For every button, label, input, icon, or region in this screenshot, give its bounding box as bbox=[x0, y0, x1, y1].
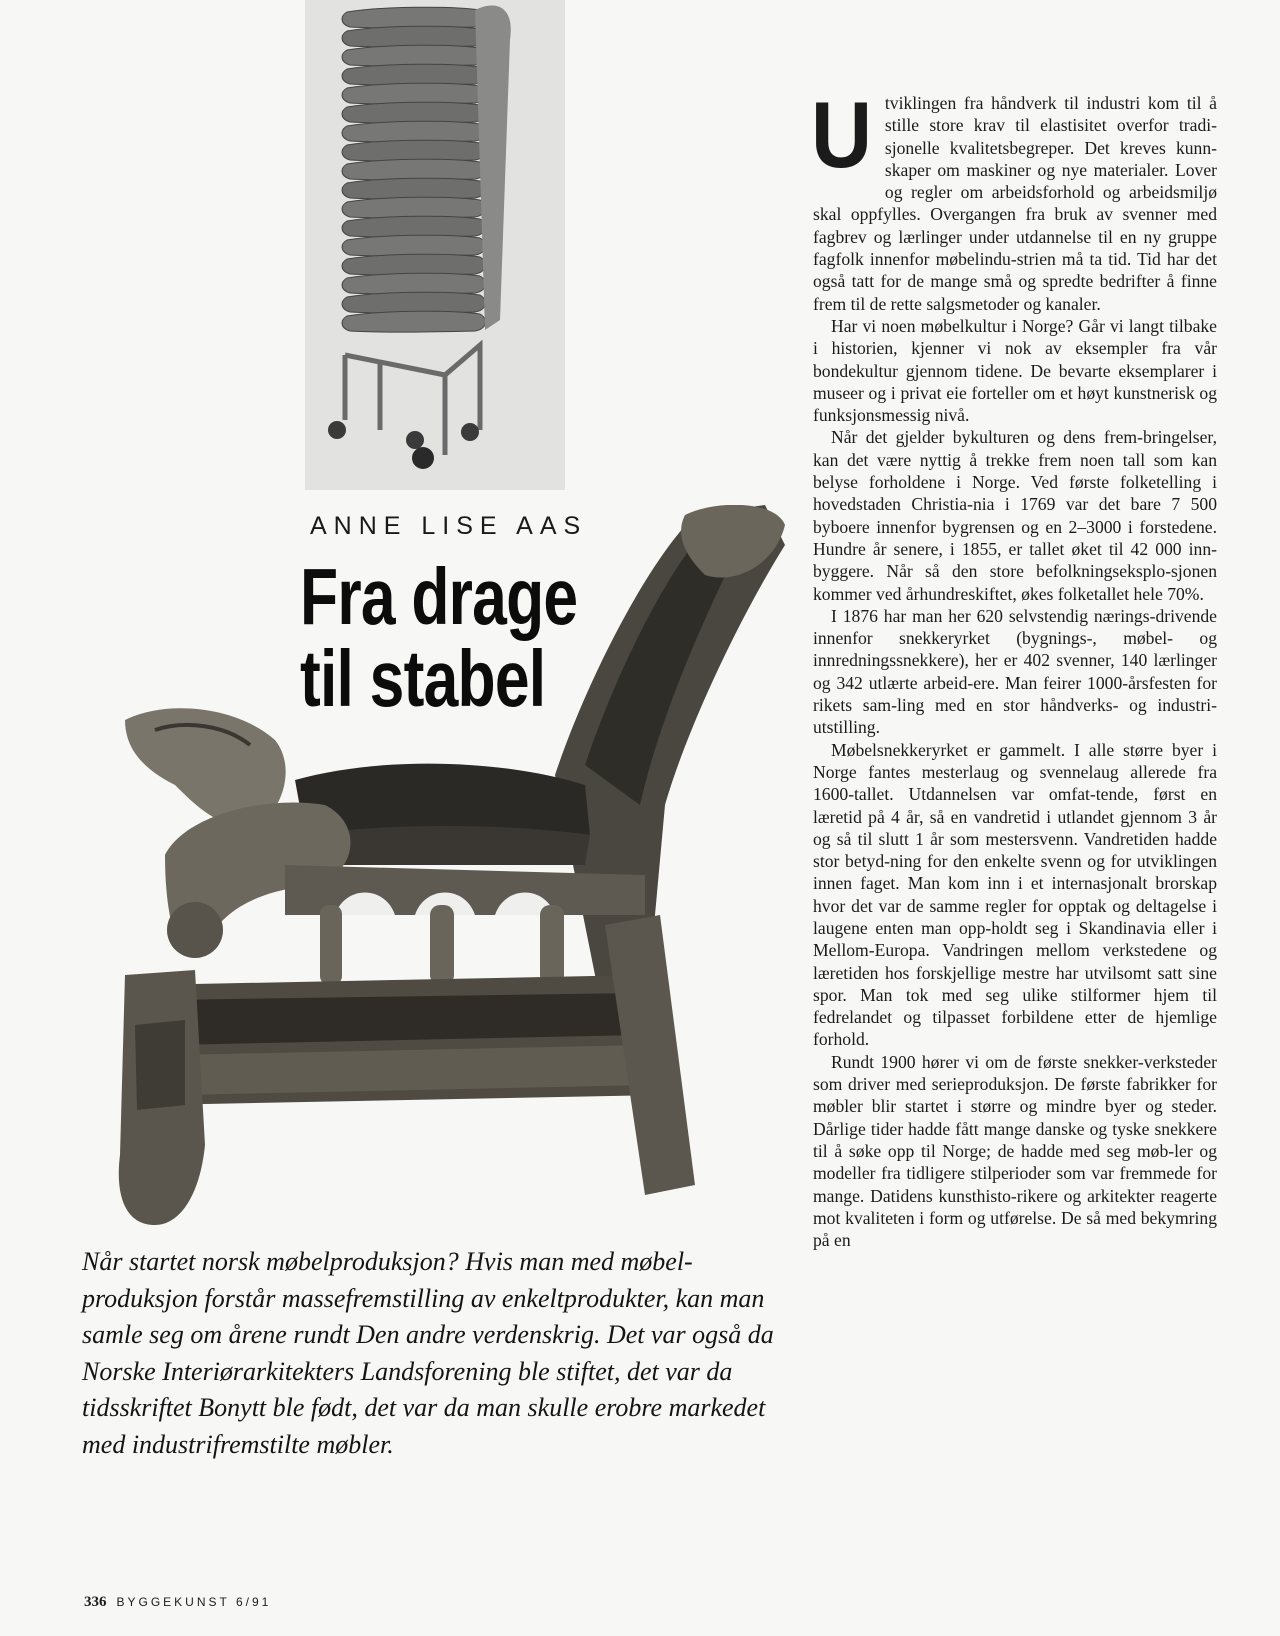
article-headline bbox=[300, 552, 578, 723]
body-paragraph-1: Utviklingen fra håndverk til industri kom til å stille store krav til elastisitet overfor tradi-sjonelle kvalitetsbegreper. Det kreves kunn-skaper om maskiner og nye materialer. Lover og regler om arbeidsforhold og arbeidsmiljø skal oppfylles. Overgangen fra bruk av svenner med fagbrev og lærlinger under utdannelse til en ny gruppe fagfolk innenfor møbelindu-strien må ta tid. Tid har det også tatt for de mange små og spredte bedrifter å finne frem til de rette salgsmetoder og kanaler. bbox=[811, 82, 1217, 314]
body-paragraph-6: Rundt 1900 hører vi om de første snekker-verksteder som driver med serieproduksjon. De første fabrikker for møbler blir startet i større og mindre byer og steder. Dårlige tider hadde fått mange danske og tyske snekkere til å søke opp til Norge; de hadde med seg møb-ler og modeller fra tidligere stilperioder som var fremmede for mange. Datidens kunsthisto-rikere og arkitekter reagerte mot kvaliteten i form og utførelse. De så med bekymring på en bbox=[813, 1051, 1217, 1251]
body-paragraph-3: Når det gjelder bykulturen og dens frem-bringelser, kan det være nyttig å trekke frem noen tall som kan belyse forholdene i Norge. Ved første folketelling i hovedstaden Christia-nia i 1769 var det bare 7 500 byboere innenfor bygrensen og en 2–3000 i forstedene. Hundre år senere, i 1855, er tallet øket til 42 000 inn-byggere. Når så den store befolkningseksplo-sjonen kommer ved århundreskiftet, økes folketallet hele 70%. bbox=[813, 427, 1217, 604]
headline-line-2: til stabel bbox=[300, 634, 546, 723]
stacked-chairs-photo bbox=[305, 0, 565, 490]
author-byline: ANNE LISE AAS bbox=[310, 512, 588, 540]
drop-cap: U bbox=[811, 82, 873, 187]
magazine-issue: BYGGEKUNST 6/91 bbox=[116, 1595, 272, 1609]
body-paragraph-4: I 1876 har man her 620 selvstendig nærings-drivende innenfor snekkeryrket (bygnings-, møbel- og innredningssnekkere), her er 402 svenner, 140 lærlinger og 342 utlærte arbeid-ere. Man feirer 1000-årsfesten for rikets sam-ling med en stor håndverks- og industri-utstilling. bbox=[813, 605, 1217, 738]
body-column bbox=[813, 22, 1217, 1251]
page-number: 336 bbox=[84, 1594, 107, 1610]
article-lead: Når startet norsk møbelproduksjon? Hvis man med møbel-produksjon forstår massefremstilling av enkeltprodukter, kan man samle seg om årene rundt Den andre verdenskrig. Det var også da Norske Interiørarkitekters Landsforening ble stiftet, det var da tidsskriftet Bonytt ble født, det var da man skulle erobre markedet med industrifremstilte møbler. bbox=[82, 1247, 774, 1459]
body-paragraph-2: Har vi noen møbelkultur i Norge? Går vi langt tilbake i historien, kjenner vi nok av eksempler fra vår bondekultur gjennom tidene. De bevarte eksemplarer i museer og i privat eie forteller om et høyt kunstnerisk og funksjonsmessig nivå. bbox=[813, 315, 1217, 426]
headline-line-1: Fra drage bbox=[300, 552, 578, 641]
page-footer bbox=[84, 1594, 271, 1611]
body-paragraph-5: Møbelsnekkeryrket er gammelt. I alle større byer i Norge fantes mesterlaug og svennelaug allerede fra 1600-tallet. Utdannelsen var omfat-tende, først en læretid på 4 år, så en vandretid i utlandet gjennom 3 år og så til slutt 1 år som mestersvenn. Vandretiden hadde stor betyd-ning for den enkelte svenn og for utviklingen innen faget. Man kom inn i et internasjonalt brorskap hvor det var de samme regler for opptak og deltagelse i laugene enten man opp-holdt seg i Skandinavia eller i Mellom-Europa. Vandringen mellom verkstedene og læretiden hos forskjellige mestre har utvilsomt satt sine spor. Man tok med seg ulike stilformer hjem til fedrelandet og tilpasset forbildene etter de hjemlige forhold. bbox=[813, 739, 1217, 1050]
